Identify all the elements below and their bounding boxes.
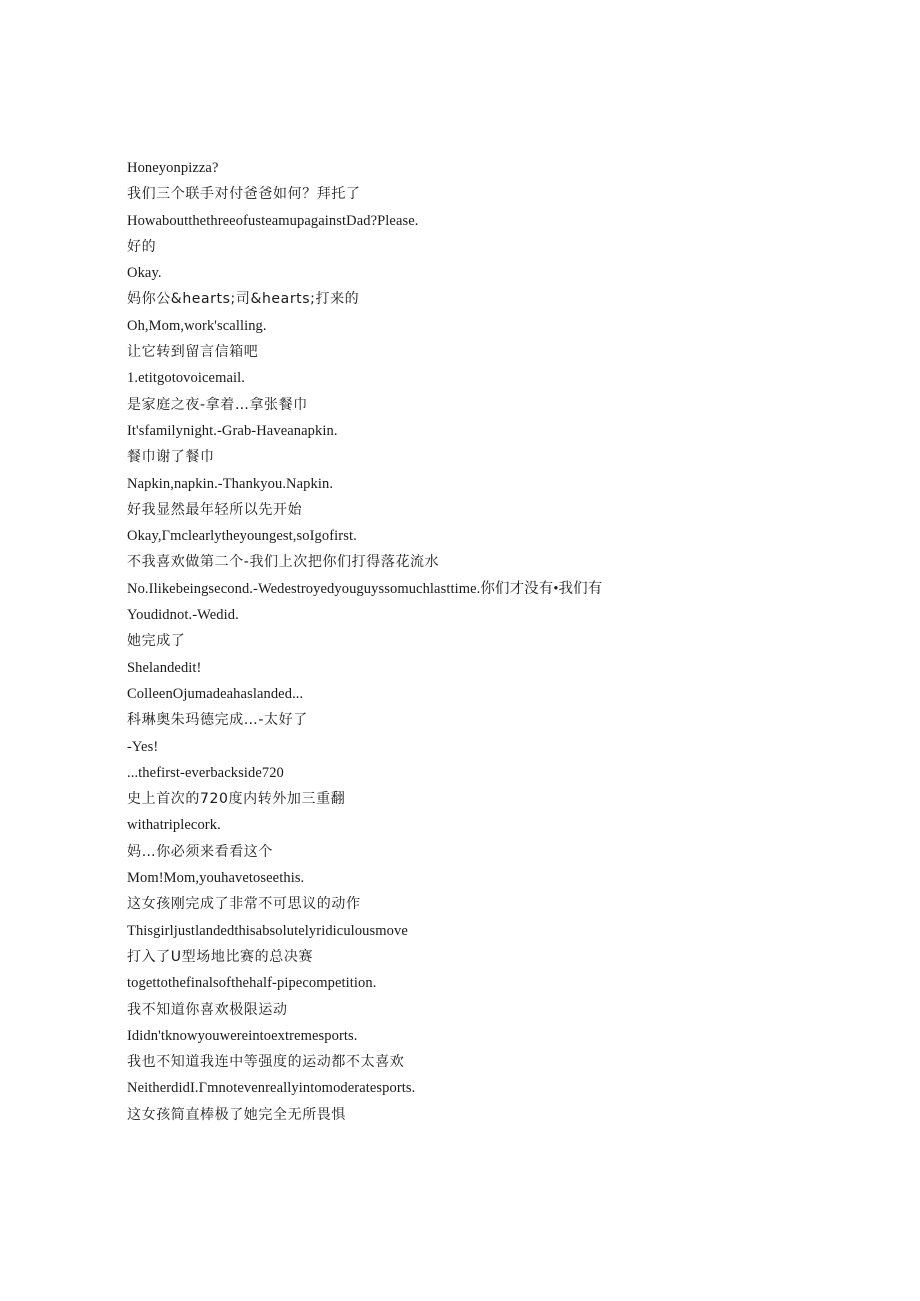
subtitle-line-zh: 我不知道你喜欢极限运动	[127, 1001, 288, 1018]
subtitle-line-en: Oh,Mom,work'scalling.	[127, 317, 267, 334]
subtitle-line-zh: 我也不知道我连中等强度的运动都不太喜欢	[127, 1054, 405, 1071]
subtitle-line-en: Thisgirljustlandedthisabsolutelyridiculousmove	[127, 922, 408, 939]
subtitle-line-zh: 餐巾谢了餐巾	[127, 449, 215, 466]
subtitle-line-en: No.Ilikebeingsecond.-Wedestroyedyouguyssomuchlasttime.你们才没有•我们有	[127, 580, 603, 597]
subtitle-line-zh: 好的	[127, 238, 157, 255]
subtitle-line-en: Shelandedit!	[127, 659, 202, 676]
subtitle-line-zh: 我们三个联手对付爸爸如何？拜托了	[127, 186, 361, 203]
subtitle-line-zh: 让它转到留言信箱吧	[127, 344, 259, 361]
subtitle-line-en: togettothefinalsofthehalf-pipecompetition.	[127, 975, 377, 992]
subtitle-line-en: Mom!Mom,youhavetoseethis.	[127, 870, 305, 887]
subtitle-line-zh: 史上首次的720度内转外加三重翻	[127, 791, 346, 808]
subtitle-line-en: Honeyonpizza?	[127, 160, 219, 176]
subtitle-line-en: Ididn'tknowyouwereintoextremesports.	[127, 1027, 358, 1044]
subtitle-line-zh: 好我显然最年轻所以先开始	[127, 501, 303, 518]
subtitle-line-zh: 这女孩简直棒极了她完全无所畏惧	[127, 1106, 346, 1123]
subtitle-line-zh: 她完成了	[127, 633, 186, 650]
subtitle-line-zh: 这女孩刚完成了非常不可思议的动作	[127, 896, 361, 913]
subtitle-line-en: Youdidnot.-Wedid.	[127, 607, 239, 624]
subtitle-line-zh: 打入了U型场地比赛的总决赛	[127, 948, 314, 965]
subtitle-line-zh: 不我喜欢做第二个-我们上次把你们打得落花流水	[127, 554, 440, 571]
subtitle-line-zh: 妈…你必须来看看这个	[127, 843, 273, 860]
subtitle-line-en: ...thefirst-everbackside720	[127, 764, 284, 781]
subtitle-line-en: withatriplecork.	[127, 817, 221, 834]
subtitle-line-en: ColleenOjumadeahaslanded...	[127, 685, 304, 702]
subtitle-line-en: Okay.	[127, 265, 162, 282]
subtitle-line-en: NeitherdidI.Γmnotevenreallyintomoderatesports.	[127, 1080, 416, 1097]
subtitle-line-zh: 是家庭之夜-拿着…拿张餐巾	[127, 396, 308, 413]
subtitle-line-en: HowaboutthethreeofusteamupagainstDad?Please.	[127, 212, 419, 229]
subtitle-line-en: -Yes!	[127, 738, 159, 755]
subtitle-line-en: Napkin,napkin.-Thankyou.Napkin.	[127, 475, 334, 492]
transcript-body	[127, 155, 887, 1128]
subtitle-line-en: It'sfamilynight.-Grab-Haveanapkin.	[127, 422, 338, 439]
subtitle-line-en: Okay,Γmclearlytheyoungest,soIgofirst.	[127, 528, 357, 545]
subtitle-line-zh: 科琳奥朱玛德完成…-太好了	[127, 712, 308, 729]
subtitle-line-zh: 妈你公&hearts;司&hearts;打来的	[127, 291, 360, 308]
subtitle-line-en: 1.etitgotovoicemail.	[127, 370, 245, 387]
